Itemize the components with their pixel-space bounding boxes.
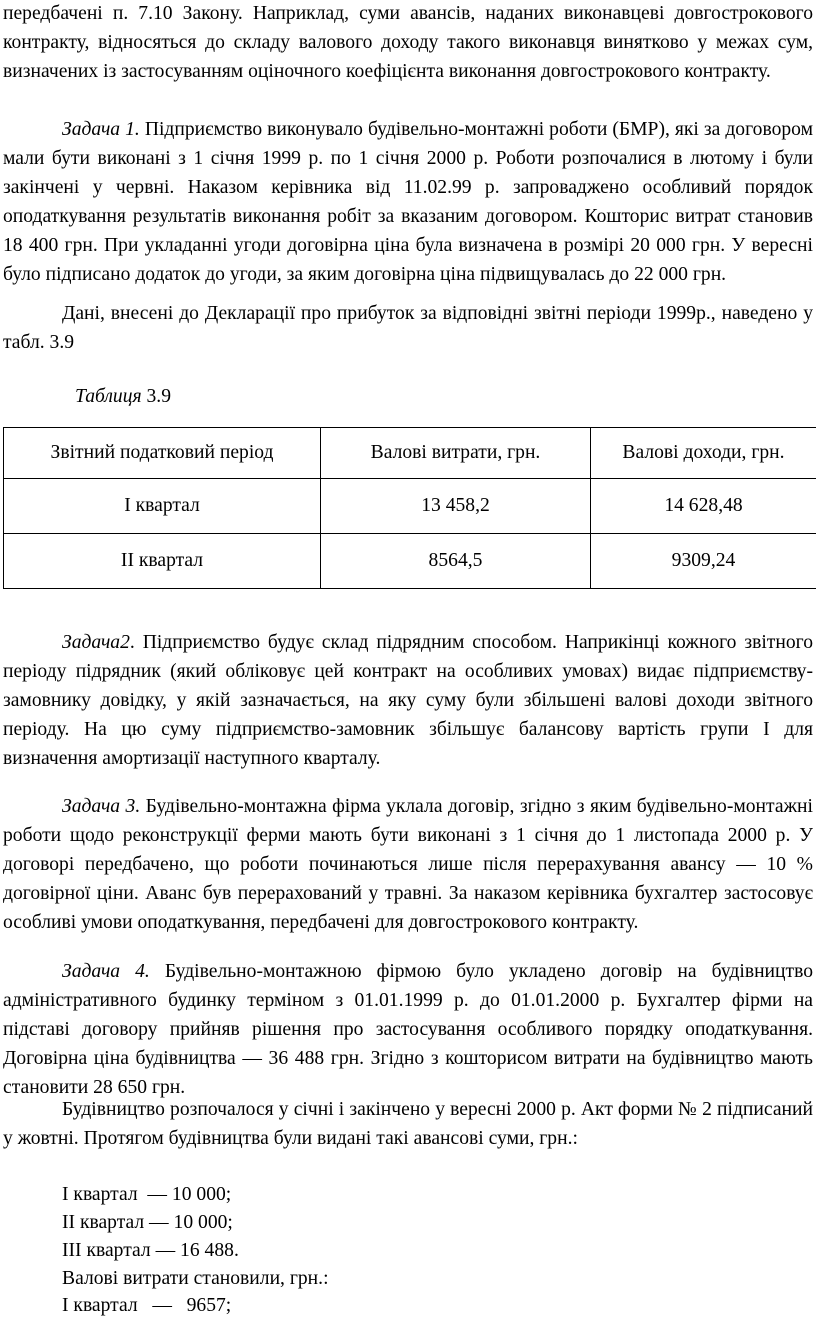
- advance-line-q3: ІІІ квартал — 16 488.: [62, 1237, 239, 1265]
- task-4-label: Задача 4.: [62, 961, 150, 982]
- paragraph-construction-text: Будівництво розпочалося у січні і закінчено у вересні 2000 р. Акт форми № 2 підписаний у жовтні. Протягом будівництва були видані такі авансові суми, грн.:: [3, 1099, 813, 1149]
- table-caption-number: 3.9: [142, 386, 171, 407]
- table-header-cell: Валові витрати, грн.: [321, 428, 591, 479]
- table-caption: [75, 383, 171, 411]
- paragraph-intro-text: передбачені п. 7.10 Закону. Наприклад, суми авансів, наданих виконавцеві довгострокового контракту, відносяться до складу валового доходу такого виконавця винятково у межах сум, визначених із застосуванням оціночного коефіцієнта виконання довгострокового контракту.: [3, 3, 813, 82]
- task-2-text: . Підприємство будує склад підрядним способом. Наприкінці кожного звітного періоду підрядник (який обліковує цей контракт на особливих умовах) видає підприємству-замовнику довідку, у якій зазначається, на яку суму були збільшені валові доходи звітного періоду. На цю суму підприємство-замовник збільшує балансову вартість групи І для визначення амортизації наступного кварталу.: [3, 632, 813, 769]
- task-1-label: Задача 1.: [62, 119, 140, 140]
- table-cell: 13 458,2: [321, 479, 591, 534]
- paragraph-task-4: [3, 958, 813, 1103]
- expenses-line-q1: І квартал — 9657;: [62, 1292, 231, 1320]
- table-cell: 8564,5: [321, 534, 591, 589]
- table-cell: ІІ квартал: [4, 534, 321, 589]
- paragraph-task-2: [3, 629, 813, 774]
- table-header-cell: Валові доходи, грн.: [591, 428, 816, 479]
- task-2-label: Задача2: [62, 632, 130, 653]
- advance-line-q2: ІІ квартал — 10 000;: [62, 1209, 233, 1237]
- table-row: [4, 534, 816, 589]
- table-header-row: [4, 428, 816, 479]
- paragraph-task-1: [3, 116, 813, 289]
- paragraph-declaration: [3, 300, 813, 358]
- task-3-label: Задача 3.: [62, 796, 140, 817]
- table-cell: І квартал: [4, 479, 321, 534]
- paragraph-task-3: [3, 793, 813, 938]
- task-3-text: Будівельно-монтажна фірма уклала договір, згідно з яким будівельно-монтажні роботи щодо реконструкції ферми мають бути виконані з 1 січня до 1 листопада 2000 р. У договорі передбачено, що роботи починаються лише після перерахування авансу — 10 % договірної ціни. Аванс був перерахований у травні. За наказом керівника бухгалтер застосовує особливі умови оподаткування, передбачені для довгострокового контракту.: [3, 796, 813, 933]
- data-table: [3, 427, 816, 589]
- table-header-cell: Звітний податковий період: [4, 428, 321, 479]
- paragraph-intro: [3, 0, 813, 87]
- table-row: [4, 479, 816, 534]
- table-cell: 9309,24: [591, 534, 816, 589]
- task-1-text: Підприємство виконувало будівельно-монтажні роботи (БМР), які за договором мали бути виконані з 1 січня 1999 р. по 1 січня 2000 р. Роботи розпочалися в лютому і були закінчені у червні. Наказом керівника від 11.02.99 р. запроваджено особливий порядок оподаткування результатів виконання робіт за вказаним договором. Кошторис витрат становив 18 400 грн. При укладанні угоди договірна ціна була визначена в розмірі 20 000 грн. У вересні було підписано додаток до угоди, за яким договірна ціна підвищувалась до 22 000 грн.: [3, 119, 813, 285]
- table-cell: 14 628,48: [591, 479, 816, 534]
- task-4-text: Будівельно-монтажною фірмою було укладено договір на будівництво адміністративного будинку терміном з 01.01.1999 р. до 01.01.2000 р. Бухгалтер фірми на підставі договору прийняв рішення про застосування особливого порядку оподаткування. Договірна ціна будівництва — 36 488 грн. Згідно з кошторисом витрати на будівництво мають становити 28 650 грн.: [3, 961, 813, 1098]
- expenses-heading-line: Валові витрати становили, грн.:: [62, 1265, 329, 1293]
- paragraph-declaration-text: Дані, внесені до Декларації про прибуток за відповідні звітні періоди 1999р., наведено у табл. 3.9: [3, 303, 813, 353]
- table-caption-label: Таблиця: [75, 386, 142, 407]
- paragraph-construction: [3, 1096, 813, 1154]
- advance-line-q1: І квартал — 10 000;: [62, 1181, 231, 1209]
